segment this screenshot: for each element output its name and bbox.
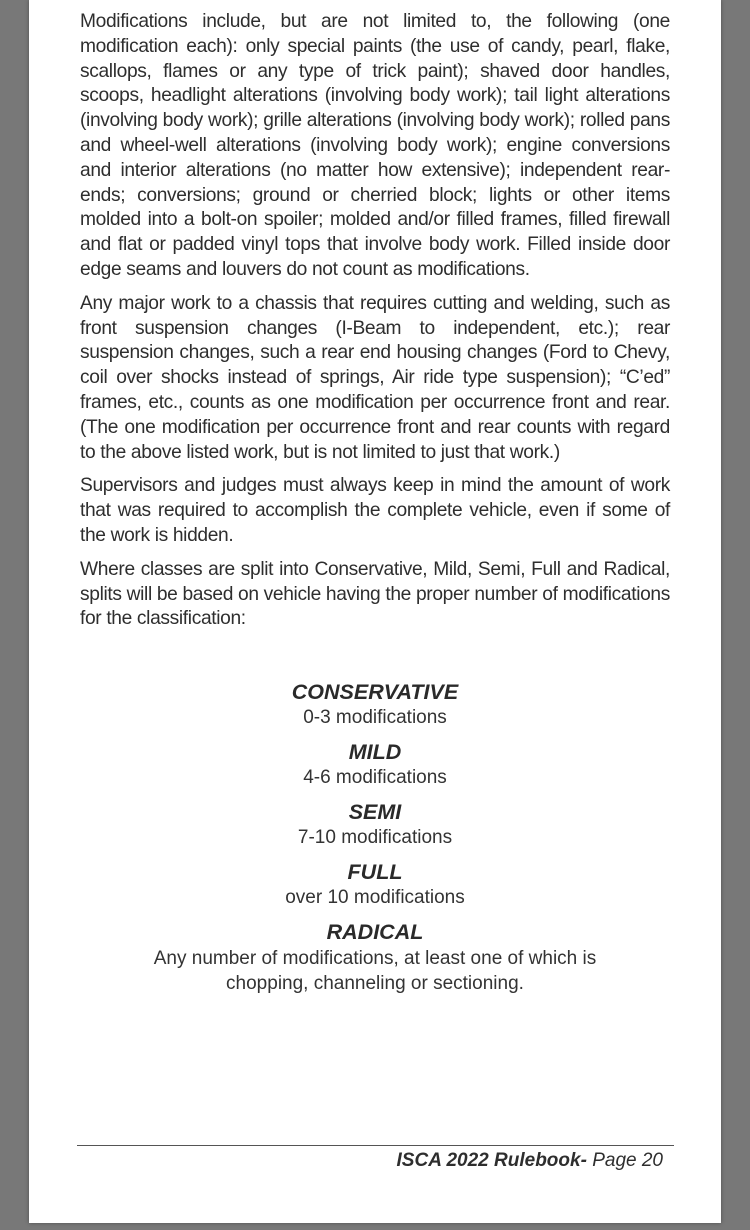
class-name: SEMI (348, 800, 402, 825)
class-semi (80, 798, 670, 850)
class-radical (80, 918, 670, 996)
class-full (80, 858, 670, 910)
class-description: Any number of modifications, at least one of which is chopping, channeling or sectioning. (153, 948, 597, 995)
page-footer (397, 1150, 663, 1172)
class-mild (80, 738, 670, 790)
class-description: over 10 modifications (285, 887, 465, 909)
class-description: 0-3 modifications (303, 707, 447, 729)
class-conservative (80, 678, 670, 730)
page-content (80, 10, 670, 1004)
class-name: FULL (347, 860, 403, 885)
class-name: CONSERVATIVE (291, 680, 459, 705)
class-name: RADICAL (326, 920, 424, 945)
paragraph-class-splits: Where classes are split into Conservative, Mild, Semi, Full and Radical, splits will be based on vehicle having the proper number of modifications for the classification: (80, 558, 670, 630)
class-description: 7-10 modifications (297, 827, 453, 849)
paragraph-chassis-work: Any major work to a chassis that requires cutting and welding, such as front suspension changes (I-Beam to independent, etc.); rear suspension changes, such a rear end housing changes (Ford to Chevy, coil over shocks instead of springs, Air ride type suspension); “C’ed” frames, etc., counts as one modification per occurrence front and rear. (The one modification per occurrence front and rear counts with regard to the above listed work, but is not limited to just that work.) (80, 292, 670, 463)
class-name: MILD (348, 740, 402, 765)
class-description: 4-6 modifications (303, 767, 447, 789)
class-list (80, 678, 670, 996)
paragraph-modifications: Modifications include, but are not limited to, the following (one modification each): only special paints (the use of candy, pearl, flake, scallops, flames or any type of trick paint); shaved door handles, scoops, headlight alterations (involving body work); tail light alterations (involving body work); grille alterations (involving body work); rolled pans and wheel-well alterations (involving body work); engine conversions and interior alterations (no matter how extensive); independent rear-ends; conversions; ground or cherried block; lights or other items molded into a bolt-on spoiler; molded and/or filled frames, filled firewall and flat or padded vinyl tops that involve body work. Filled inside door edge seams and louvers do not count as modifications. (80, 11, 670, 280)
document-page (29, 0, 721, 1223)
footer-divider (77, 1145, 674, 1146)
footer-page-number: Page 20 (592, 1150, 663, 1171)
paragraph-supervisors: Supervisors and judges must always keep in mind the amount of work that was required to accomplish the complete vehicle, even if some of the work is hidden. (80, 475, 670, 546)
footer-title: ISCA 2022 Rulebook- (396, 1150, 587, 1171)
